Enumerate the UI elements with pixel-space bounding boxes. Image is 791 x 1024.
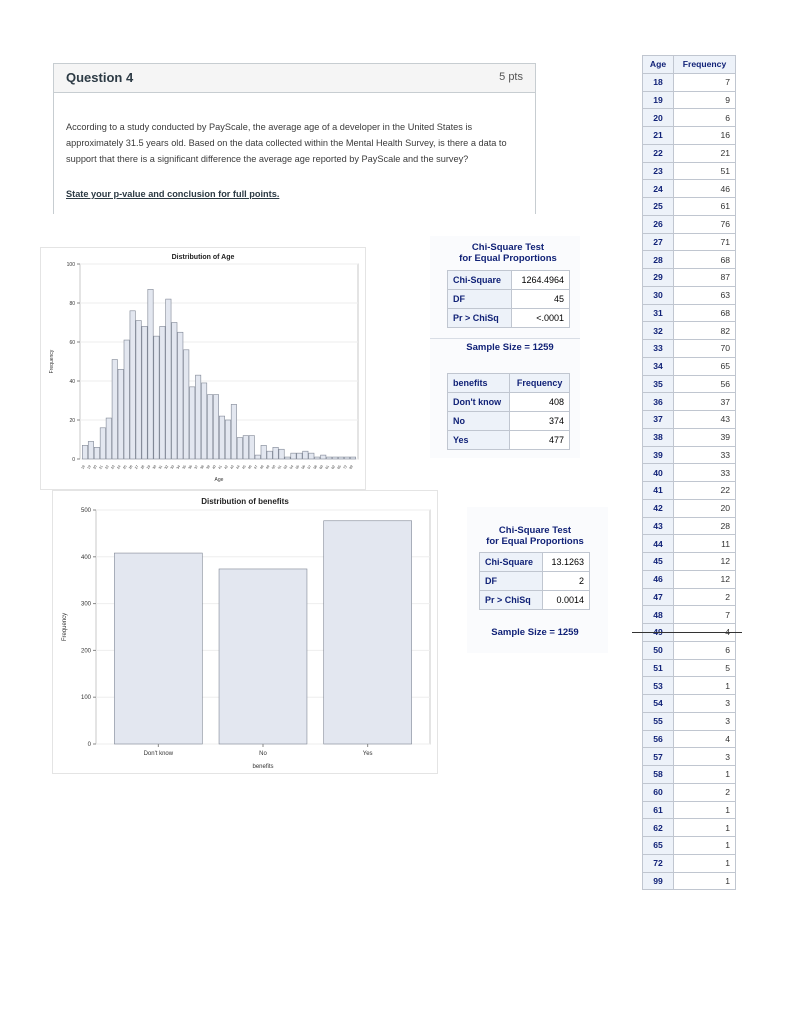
bar bbox=[112, 360, 117, 459]
frequency-cell: 37 bbox=[674, 393, 736, 411]
x-tick-label: 48 bbox=[259, 464, 265, 470]
x-tick-label: 44 bbox=[235, 464, 241, 470]
bar bbox=[297, 453, 302, 459]
marker-line bbox=[632, 632, 742, 633]
x-tick-label: 72 bbox=[342, 464, 348, 470]
bar bbox=[273, 447, 278, 459]
age-cell: 43 bbox=[643, 517, 674, 535]
x-tick-label: 56 bbox=[300, 464, 307, 470]
frequency-cell: 21 bbox=[674, 144, 736, 162]
bar bbox=[207, 395, 212, 459]
table-row bbox=[643, 837, 736, 855]
age-chisq-caption: Chi-Square Test for Equal Proportions bbox=[459, 242, 557, 264]
frequency-cell: 56 bbox=[674, 375, 736, 393]
table-row bbox=[643, 535, 736, 553]
x-tick-label: 21 bbox=[98, 464, 104, 470]
bar bbox=[261, 445, 266, 459]
age-cell: 36 bbox=[643, 393, 674, 411]
table-row bbox=[643, 180, 736, 198]
bar bbox=[332, 457, 337, 459]
frequency-cell: 65 bbox=[674, 357, 736, 375]
age-cell: 61 bbox=[643, 801, 674, 819]
table-row bbox=[643, 357, 736, 375]
x-tick-label: 23 bbox=[110, 464, 116, 470]
bar bbox=[285, 457, 290, 459]
x-tick-label: 35 bbox=[181, 464, 188, 470]
y-tick-label: 20 bbox=[69, 418, 75, 424]
age-cell: 54 bbox=[643, 695, 674, 713]
bar bbox=[124, 340, 129, 459]
bar bbox=[243, 436, 248, 459]
x-tick-label: 47 bbox=[253, 464, 259, 470]
frequency-cell: 82 bbox=[674, 322, 736, 340]
benefits-chisq-table: Chi-Square 13.1263 DF 2 Pr > ChiSq 0.0014 bbox=[479, 552, 590, 610]
x-tick-label: 20 bbox=[92, 464, 98, 470]
table-row bbox=[643, 819, 736, 837]
age-cell: 99 bbox=[643, 872, 674, 890]
table-row bbox=[643, 127, 736, 145]
table-row bbox=[643, 411, 736, 429]
question-text: According to a study conducted by PayScale, the average age of a developer in the United States is approximately 31.5 years old. Based on the data collected within the Mental Health Survey, is there a data to support that there is a significant difference the average age reported by PayScale and the survey? bbox=[66, 122, 507, 164]
x-tick-label: 37 bbox=[193, 464, 200, 470]
age-histogram bbox=[40, 247, 366, 490]
question-header bbox=[54, 64, 535, 93]
age-sample-size: Sample Size = 1259 bbox=[466, 342, 554, 353]
age-cell: 47 bbox=[643, 588, 674, 606]
frequency-cell: 4 bbox=[674, 624, 736, 642]
frequency-cell: 7 bbox=[674, 73, 736, 91]
y-tick-label: 40 bbox=[69, 379, 75, 385]
table-row bbox=[643, 570, 736, 588]
x-tick-label: 26 bbox=[128, 464, 134, 470]
age-cell: 29 bbox=[643, 269, 674, 287]
table-row bbox=[643, 783, 736, 801]
x-tick-label: 51 bbox=[276, 464, 283, 470]
frequency-cell: 6 bbox=[674, 641, 736, 659]
table-row bbox=[643, 854, 736, 872]
frequency-cell: 33 bbox=[674, 464, 736, 482]
bar bbox=[279, 449, 284, 459]
table-row bbox=[643, 801, 736, 819]
x-tick-label: 27 bbox=[134, 464, 140, 470]
age-cell: 46 bbox=[643, 570, 674, 588]
x-tick-label: 55 bbox=[294, 464, 301, 470]
age-cell: 60 bbox=[643, 783, 674, 801]
frequency-cell: 12 bbox=[674, 570, 736, 588]
y-tick-label: 500 bbox=[80, 508, 91, 514]
frequency-cell: 22 bbox=[674, 482, 736, 500]
x-tick-label: 49 bbox=[265, 464, 271, 470]
bar bbox=[344, 457, 349, 459]
table-row bbox=[643, 641, 736, 659]
age-cell: 35 bbox=[643, 375, 674, 393]
frequency-cell: 87 bbox=[674, 269, 736, 287]
table-row bbox=[643, 482, 736, 500]
age-chisq-table: Chi-Square 1264.4964 DF 45 Pr > ChiSq <.0001 bbox=[447, 270, 570, 328]
age-cell: 37 bbox=[643, 411, 674, 429]
benefits-frequency-table: benefits Frequency Don't know 408 No 374 Yes 477 bbox=[447, 373, 570, 450]
frequency-cell: 3 bbox=[674, 695, 736, 713]
frequency-cell: 2 bbox=[674, 783, 736, 801]
y-axis-label: Frequency bbox=[49, 349, 55, 374]
age-cell: 25 bbox=[643, 198, 674, 216]
divider bbox=[430, 338, 580, 339]
x-tick-label: 46 bbox=[247, 464, 253, 470]
x-tick-label: 60 bbox=[318, 464, 325, 470]
table-row bbox=[643, 712, 736, 730]
table-row bbox=[643, 109, 736, 127]
table-row bbox=[643, 375, 736, 393]
table-row bbox=[643, 872, 736, 890]
y-tick-label: 0 bbox=[72, 457, 75, 463]
x-tick-label: 19 bbox=[86, 464, 92, 470]
age-cell: 72 bbox=[643, 854, 674, 872]
bar bbox=[82, 445, 87, 459]
frequency-cell: 3 bbox=[674, 748, 736, 766]
bar bbox=[291, 453, 296, 459]
frequency-cell: 63 bbox=[674, 286, 736, 304]
x-tick-label: 38 bbox=[199, 464, 205, 470]
bar bbox=[148, 289, 153, 459]
frequency-cell: 61 bbox=[674, 198, 736, 216]
age-cell: 28 bbox=[643, 251, 674, 269]
table-row bbox=[643, 766, 736, 784]
x-tick-label: 18 bbox=[80, 464, 86, 470]
age-cell: 22 bbox=[643, 144, 674, 162]
x-tick-label: 99 bbox=[348, 464, 354, 470]
y-tick-label: 400 bbox=[80, 554, 91, 561]
chart-title: Distribution of benefits bbox=[201, 497, 289, 506]
x-tick-label: 58 bbox=[312, 464, 319, 470]
frequency-cell: 51 bbox=[674, 162, 736, 180]
age-cell: 32 bbox=[643, 322, 674, 340]
y-tick-label: 300 bbox=[80, 601, 91, 608]
table-row bbox=[643, 606, 736, 624]
age-cell: 21 bbox=[643, 127, 674, 145]
table-row bbox=[643, 251, 736, 269]
age-cell: 53 bbox=[643, 677, 674, 695]
x-tick-label: 45 bbox=[241, 464, 247, 470]
frequency-cell: 12 bbox=[674, 553, 736, 571]
x-tick-label: 32 bbox=[163, 464, 170, 470]
age-cell: 41 bbox=[643, 482, 674, 500]
x-tick-label: 22 bbox=[104, 464, 110, 470]
question-title: Question 4 bbox=[66, 70, 134, 85]
x-tick-label: 50 bbox=[271, 464, 277, 470]
table-row bbox=[643, 659, 736, 677]
age-cell: 39 bbox=[643, 446, 674, 464]
bar bbox=[327, 457, 332, 459]
table-row bbox=[643, 91, 736, 109]
bar bbox=[100, 428, 105, 459]
table-row bbox=[643, 73, 736, 91]
frequency-cell: 1 bbox=[674, 766, 736, 784]
x-tick-label: 24 bbox=[116, 464, 122, 470]
table-row bbox=[643, 730, 736, 748]
benefits-chisq-caption: Chi-Square Test for Equal Proportions bbox=[486, 525, 584, 547]
age-cell: 19 bbox=[643, 91, 674, 109]
age-cell: 57 bbox=[643, 748, 674, 766]
frequency-cell: 70 bbox=[674, 340, 736, 358]
frequency-cell: 3 bbox=[674, 712, 736, 730]
table-row bbox=[643, 304, 736, 322]
age-cell: 51 bbox=[643, 659, 674, 677]
frequency-cell: 7 bbox=[674, 606, 736, 624]
age-cell: 33 bbox=[643, 340, 674, 358]
bar bbox=[321, 455, 326, 459]
x-tick-label: 61 bbox=[324, 464, 331, 470]
bar bbox=[106, 418, 111, 459]
bar bbox=[324, 521, 412, 744]
age-cell: 58 bbox=[643, 766, 674, 784]
benefits-bar-chart bbox=[52, 490, 438, 774]
x-tick-label: 39 bbox=[205, 464, 211, 470]
age-cell: 45 bbox=[643, 553, 674, 571]
age-cell: 48 bbox=[643, 606, 674, 624]
frequency-cell: 28 bbox=[674, 517, 736, 535]
age-cell: 55 bbox=[643, 712, 674, 730]
bar bbox=[213, 395, 218, 459]
x-tick-label: 53 bbox=[282, 464, 289, 470]
x-tick-label: 41 bbox=[217, 464, 223, 470]
bar bbox=[338, 457, 343, 459]
table-row bbox=[643, 286, 736, 304]
frequency-cell: 33 bbox=[674, 446, 736, 464]
x-tick-label: 30 bbox=[151, 464, 158, 470]
age-cell: 24 bbox=[643, 180, 674, 198]
frequency-cell: 1 bbox=[674, 872, 736, 890]
bar bbox=[142, 326, 147, 459]
table-row bbox=[643, 269, 736, 287]
x-tick-label: 34 bbox=[175, 464, 182, 470]
table-row bbox=[643, 553, 736, 571]
age-cell: 31 bbox=[643, 304, 674, 322]
frequency-cell: 1 bbox=[674, 801, 736, 819]
y-tick-label: 60 bbox=[69, 340, 75, 346]
frequency-cell: 46 bbox=[674, 180, 736, 198]
x-tick-label: 29 bbox=[145, 464, 152, 470]
y-tick-label: 80 bbox=[69, 301, 75, 307]
x-tick-label: 57 bbox=[306, 464, 313, 470]
bar bbox=[190, 387, 195, 459]
age-cell: 23 bbox=[643, 162, 674, 180]
frequency-cell: 68 bbox=[674, 251, 736, 269]
age-cell: 27 bbox=[643, 233, 674, 251]
bar bbox=[160, 326, 165, 459]
frequency-cell: 4 bbox=[674, 730, 736, 748]
age-cell: 38 bbox=[643, 428, 674, 446]
bar bbox=[184, 350, 189, 459]
frequency-cell: 9 bbox=[674, 91, 736, 109]
table-row bbox=[643, 198, 736, 216]
frequency-cell: 16 bbox=[674, 127, 736, 145]
frequency-cell: 68 bbox=[674, 304, 736, 322]
table-row bbox=[643, 393, 736, 411]
bar bbox=[118, 369, 123, 459]
table-row bbox=[643, 464, 736, 482]
bar bbox=[255, 455, 260, 459]
frequency-cell: 20 bbox=[674, 499, 736, 517]
bar bbox=[154, 336, 159, 459]
bar bbox=[219, 569, 307, 744]
frequency-cell: 1 bbox=[674, 677, 736, 695]
bar bbox=[219, 416, 224, 459]
table-row bbox=[643, 340, 736, 358]
x-axis-label: Age bbox=[214, 477, 224, 483]
y-tick-label: 0 bbox=[87, 742, 91, 748]
bar bbox=[136, 321, 141, 459]
age-cell: 18 bbox=[643, 73, 674, 91]
age-cell: 26 bbox=[643, 215, 674, 233]
age-column-header: Age bbox=[643, 56, 674, 74]
table-row bbox=[643, 144, 736, 162]
y-tick-label: 100 bbox=[66, 262, 75, 268]
benefits-sample-size: Sample Size = 1259 bbox=[491, 627, 579, 638]
x-tick-label: 25 bbox=[122, 464, 128, 470]
y-tick-label: 200 bbox=[80, 648, 91, 655]
age-cell: 30 bbox=[643, 286, 674, 304]
table-row bbox=[643, 322, 736, 340]
bar bbox=[166, 299, 171, 459]
frequency-cell: 39 bbox=[674, 428, 736, 446]
frequency-cell: 1 bbox=[674, 854, 736, 872]
age-cell: 20 bbox=[643, 109, 674, 127]
table-row bbox=[643, 695, 736, 713]
question-instruction: State your p-value and conclusion for full points. bbox=[66, 189, 280, 199]
bar bbox=[172, 323, 177, 460]
age-cell: 56 bbox=[643, 730, 674, 748]
table-row bbox=[643, 588, 736, 606]
x-tick-label: 54 bbox=[288, 464, 295, 470]
frequency-column-header: Frequency bbox=[674, 56, 736, 74]
frequency-cell: 71 bbox=[674, 233, 736, 251]
age-cell: 42 bbox=[643, 499, 674, 517]
table-row bbox=[643, 517, 736, 535]
table-row bbox=[643, 428, 736, 446]
table-row bbox=[643, 499, 736, 517]
bar bbox=[201, 383, 206, 459]
age-cell: 44 bbox=[643, 535, 674, 553]
bar bbox=[88, 441, 93, 459]
table-row bbox=[643, 162, 736, 180]
x-tick-label: 31 bbox=[157, 464, 164, 470]
x-tick-label: 36 bbox=[187, 464, 194, 470]
bar bbox=[130, 311, 135, 459]
x-tick-label: 28 bbox=[139, 464, 146, 470]
y-axis-label: Frequency bbox=[62, 612, 68, 642]
x-tick-label: 42 bbox=[223, 464, 229, 470]
table-row bbox=[643, 446, 736, 464]
x-tick-label: Yes bbox=[362, 751, 373, 757]
age-cell: 40 bbox=[643, 464, 674, 482]
bar bbox=[231, 404, 236, 459]
question-points: 5 pts bbox=[499, 71, 523, 83]
x-tick-label: 40 bbox=[211, 464, 217, 470]
table-row bbox=[643, 748, 736, 766]
frequency-cell: 6 bbox=[674, 109, 736, 127]
bar bbox=[303, 451, 308, 459]
frequency-cell: 11 bbox=[674, 535, 736, 553]
x-axis-label: benefits bbox=[252, 764, 274, 770]
y-tick-label: 100 bbox=[80, 695, 91, 702]
bar bbox=[267, 451, 272, 459]
age-frequency-table bbox=[642, 55, 736, 890]
x-tick-label: No bbox=[259, 751, 267, 757]
bar bbox=[350, 457, 355, 459]
x-tick-label: Don't know bbox=[143, 751, 174, 757]
bar bbox=[114, 553, 202, 744]
x-tick-label: 33 bbox=[169, 464, 176, 470]
bar bbox=[178, 332, 183, 459]
age-cell: 50 bbox=[643, 641, 674, 659]
age-cell: 62 bbox=[643, 819, 674, 837]
bar bbox=[315, 457, 320, 459]
bar bbox=[249, 436, 254, 459]
bar bbox=[309, 453, 314, 459]
frequency-cell: 1 bbox=[674, 837, 736, 855]
bar bbox=[94, 447, 99, 459]
bar bbox=[195, 375, 200, 459]
x-tick-label: 62 bbox=[330, 464, 337, 470]
bar bbox=[237, 438, 242, 459]
x-tick-label: 43 bbox=[229, 464, 235, 470]
frequency-cell: 76 bbox=[674, 215, 736, 233]
age-cell: 49 bbox=[643, 624, 674, 642]
table-row bbox=[643, 215, 736, 233]
frequency-cell: 5 bbox=[674, 659, 736, 677]
table-row bbox=[643, 677, 736, 695]
age-cell: 65 bbox=[643, 837, 674, 855]
x-tick-label: 65 bbox=[336, 464, 342, 470]
frequency-cell: 43 bbox=[674, 411, 736, 429]
bar bbox=[225, 420, 230, 459]
frequency-cell: 2 bbox=[674, 588, 736, 606]
frequency-cell: 1 bbox=[674, 819, 736, 837]
age-cell: 34 bbox=[643, 357, 674, 375]
chart-title: Distribution of Age bbox=[171, 254, 235, 261]
table-row bbox=[643, 233, 736, 251]
